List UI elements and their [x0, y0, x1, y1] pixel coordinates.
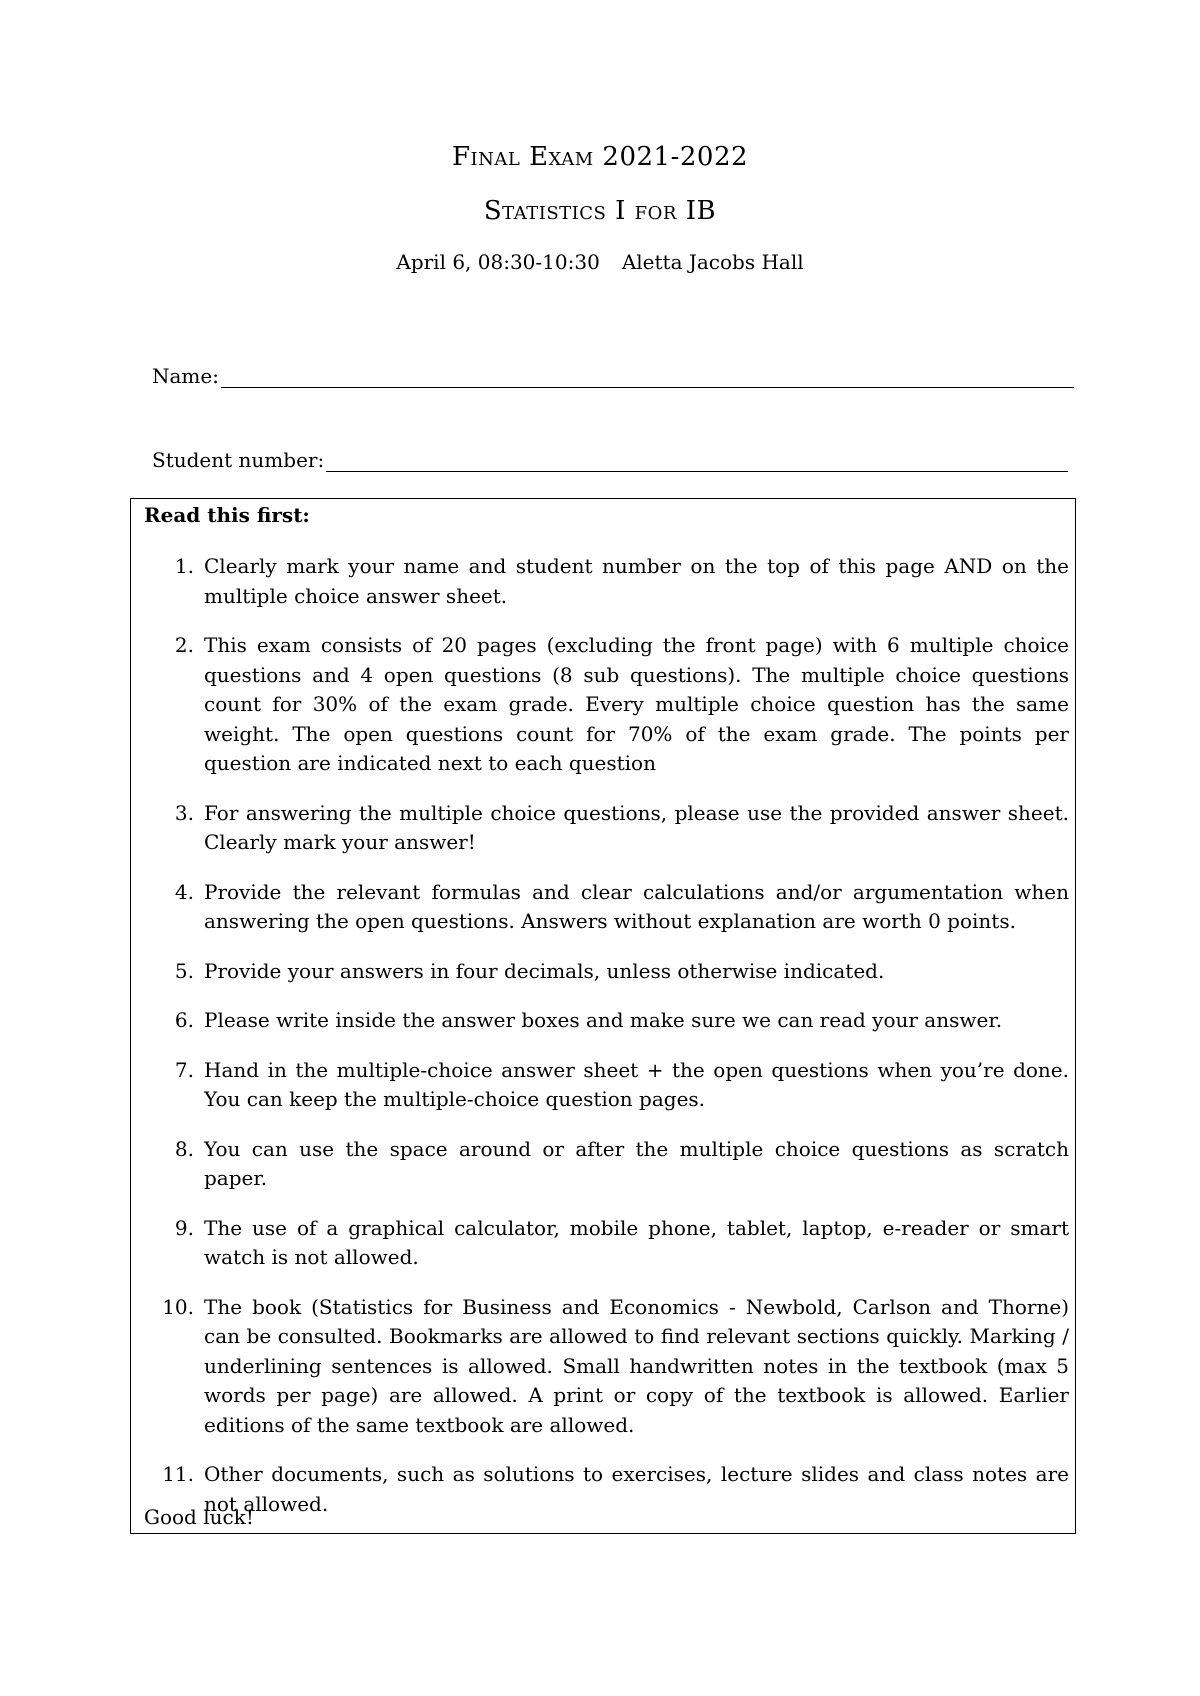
student-number-blank-line — [326, 447, 1068, 472]
item-number: 3. — [174, 800, 194, 825]
instruction-item — [144, 1006, 1069, 1036]
item-number: 6. — [174, 1008, 194, 1032]
instruction-item — [144, 1293, 1069, 1441]
item-text: You can use the space around or after the multiple choice questions as scratch paper. — [204, 1136, 1069, 1190]
instruction-item — [144, 957, 1069, 987]
exam-location: Aletta Jacobs Hall — [621, 250, 804, 274]
instruction-item — [144, 799, 1069, 858]
item-number: 10. — [162, 1294, 194, 1319]
name-label: Name: — [152, 364, 219, 388]
item-number: 5. — [174, 958, 194, 983]
item-text: For answering the multiple choice questions, please use the provided answer sheet. Clearly mark your answer! — [204, 800, 1069, 854]
name-blank-line — [221, 363, 1074, 388]
instructions-heading: Read this first: — [144, 503, 310, 527]
instructions-list — [144, 552, 1069, 1539]
instruction-item — [144, 1214, 1069, 1273]
item-text: Other documents, such as solutions to exercises, lecture slides and class notes are not allowed. — [204, 1462, 1069, 1516]
item-text: The book (Statistics for Business and Economics - Newbold, Carlson and Thorne) can be consulted. Bookmarks are allowed to find relevant sections quickly. Marking / underlining sentences is allowed. Small handwritten notes in the textbook (max 5 words per page) are allowed. A print or copy of the textbook is allowed. Earlier editions of the same textbook are allowed. — [204, 1294, 1069, 1437]
instruction-item — [144, 878, 1069, 937]
item-number: 4. — [174, 879, 194, 904]
item-text: Provide your answers in four decimals, unless otherwise indicated. — [204, 958, 885, 983]
item-number: 1. — [174, 554, 194, 578]
item-text: Clearly mark your name and student number on the top of this page AND on the multiple choice answer sheet. — [204, 554, 1069, 608]
instruction-item — [144, 1460, 1069, 1519]
course-title: Statistics I for IB — [483, 196, 717, 226]
item-text: This exam consists of 20 pages (excluding the front page) with 6 multiple choice questions and 4 open questions (8 sub questions). The multiple choice questions count for 30% of the exam grade. Every multiple choice question has the same weight. The open questions count for 70% of the exam grade. The points per question are indicated next to each question — [204, 633, 1069, 775]
item-text: Provide the relevant formulas and clear calculations and/or argumentation when answering the open questions. Answers without explanation are worth 0 points. — [204, 879, 1069, 933]
student-number-field — [152, 447, 1068, 472]
instruction-item — [144, 552, 1069, 611]
name-field — [152, 363, 1074, 388]
exam-date-time: April 6, 08:30-10:30 — [396, 250, 600, 274]
closing-text: Good luck! — [144, 1505, 254, 1529]
item-number: 9. — [174, 1215, 194, 1240]
item-text: Please write inside the answer boxes and make sure we can read your answer. — [204, 1008, 1003, 1032]
exam-meta — [0, 250, 1200, 274]
instruction-item — [144, 1056, 1069, 1115]
item-number: 7. — [174, 1057, 194, 1082]
student-number-label: Student number: — [152, 448, 325, 472]
item-number: 8. — [174, 1136, 194, 1161]
item-number: 2. — [174, 633, 194, 657]
instruction-item — [144, 1135, 1069, 1194]
item-text: The use of a graphical calculator, mobile phone, tablet, laptop, e-reader or smart watch is not allowed. — [204, 1215, 1069, 1269]
item-number: 11. — [162, 1462, 194, 1486]
instruction-item — [144, 631, 1069, 779]
exam-title: Final Exam 2021-2022 — [451, 142, 749, 172]
item-text: Hand in the multiple-choice answer sheet + the open questions when you’re done. You can keep the multiple-choice question pages. — [204, 1057, 1069, 1111]
